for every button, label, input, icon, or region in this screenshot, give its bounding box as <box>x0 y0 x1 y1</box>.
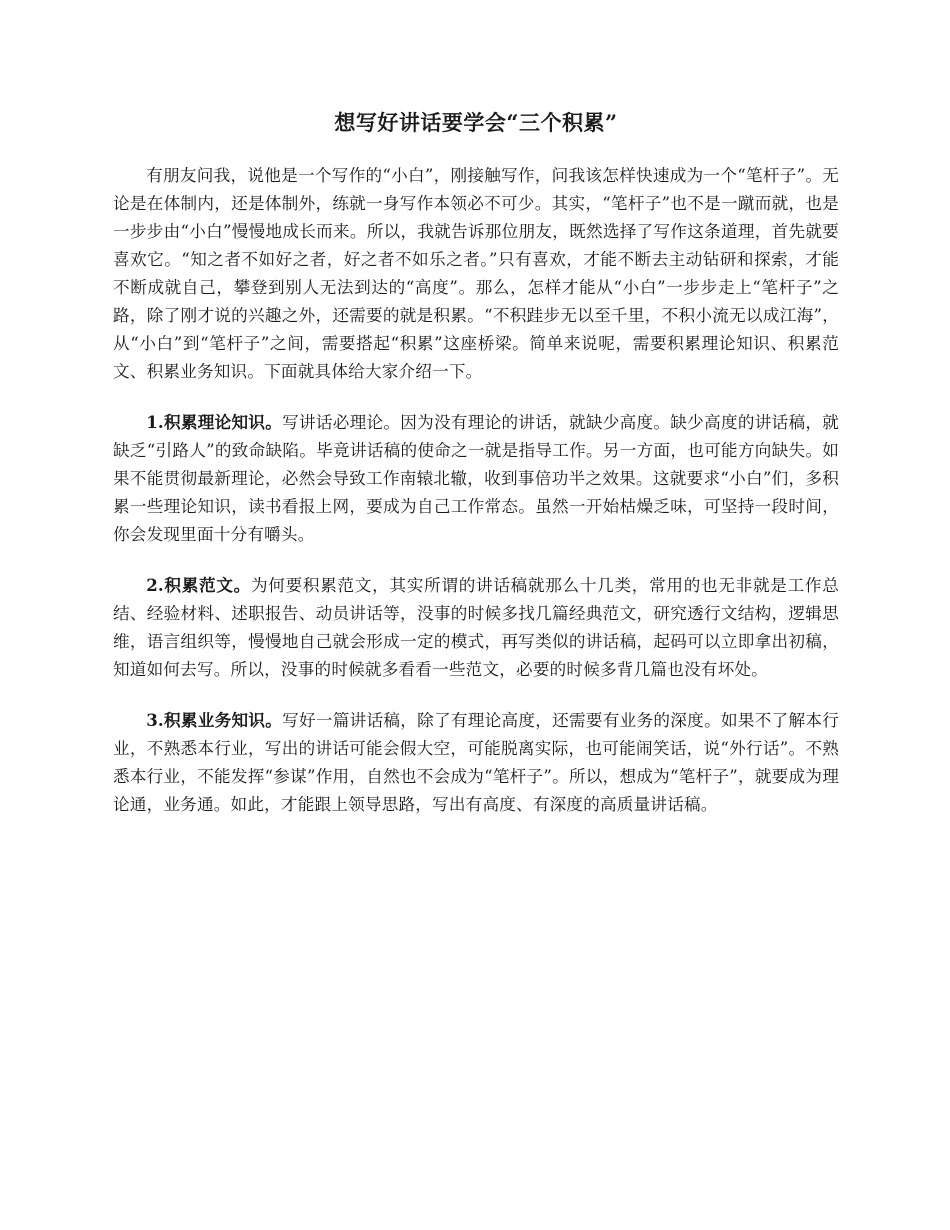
section-body-1: 写讲话必理论。因为没有理论的讲话，就缺少高度。缺少高度的讲话稿，就缺乏“引路人”的致命缺陷。毕竟讲话稿的使命之一就是指导工作。另一方面，也可能方向缺失。如果不能贯彻最新理论，必然会导致工作南辕北辙，收到事倍功半之效果。这就要求“小白”们，多积累一些理论知识，读书看报上网，要成为自己工作常态。虽然一开始枯燥乏味，可坚持一段时间，你会发现里面十分有嚼头。 <box>113 413 839 544</box>
section-paragraph-1 <box>113 408 839 549</box>
section-body-2: 为何要积累范文，其实所谓的讲话稿就那么十几类，常用的也无非就是工作总结、经验材料、述职报告、动员讲话等，没事的时候多找几篇经典范文，研究透行文结构，逻辑思维，语言组织等，慢慢地自己就会形成一定的模式，再写类似的讲话稿，起码可以立即拿出初稿，知道如何去写。所以，没事的时候就多看看一些范文，必要的时候多背几篇也没有坏处。 <box>113 576 839 679</box>
section-heading-3: 3.积累业务知识。 <box>146 710 283 730</box>
intro-paragraph: 有朋友问我，说他是一个写作的“小白”，刚接触写作，问我该怎样快速成为一个“笔杆子”。无论是在体制内，还是体制外，练就一身写作本领必不可少。其实，“笔杆子”也不是一蹴而就，也是一步步由“小白”慢慢地成长而来。所以，我就告诉那位朋友，既然选择了写作这条道理，首先就要喜欢它。“知之者不如好之者，好之者不如乐之者。”只有喜欢，才能不断去主动钻研和探索，才能不断成就自己，攀登到别人无法到达的“高度”。那么，怎样才能从“小白”一步步走上“笔杆子”之路，除了刚才说的兴趣之外，还需要的就是积累。“不积跬步无以至千里，不积小流无以成江海”，从“小白”到“笔杆子”之间，需要搭起“积累”这座桥梁。简单来说呢，需要积累理论知识、积累范文、积累业务知识。下面就具体给大家介绍一下。 <box>113 166 839 381</box>
section-heading-2: 2.积累范文。 <box>146 575 251 595</box>
section-heading-1: 1.积累理论知识。 <box>146 412 283 432</box>
document-title: 想写好讲话要学会“三个积累” <box>334 110 618 135</box>
document-page <box>113 108 839 841</box>
section-paragraph-2 <box>113 571 839 684</box>
section-paragraph-3 <box>113 706 839 819</box>
section-body-3: 写好一篇讲话稿，除了有理论高度，还需要有业务的深度。如果不了解本行业，不熟悉本行业，写出的讲话可能会假大空，可能脱离实际，也可能闹笑话，说“外行话”。不熟悉本行业，不能发挥“参谋”作用，自然也不会成为“笔杆子”。所以，想成为“笔杆子”，就要成为理论通，业务通。如此，才能跟上领导思路，写出有高度、有深度的高质量讲话稿。 <box>113 711 839 814</box>
